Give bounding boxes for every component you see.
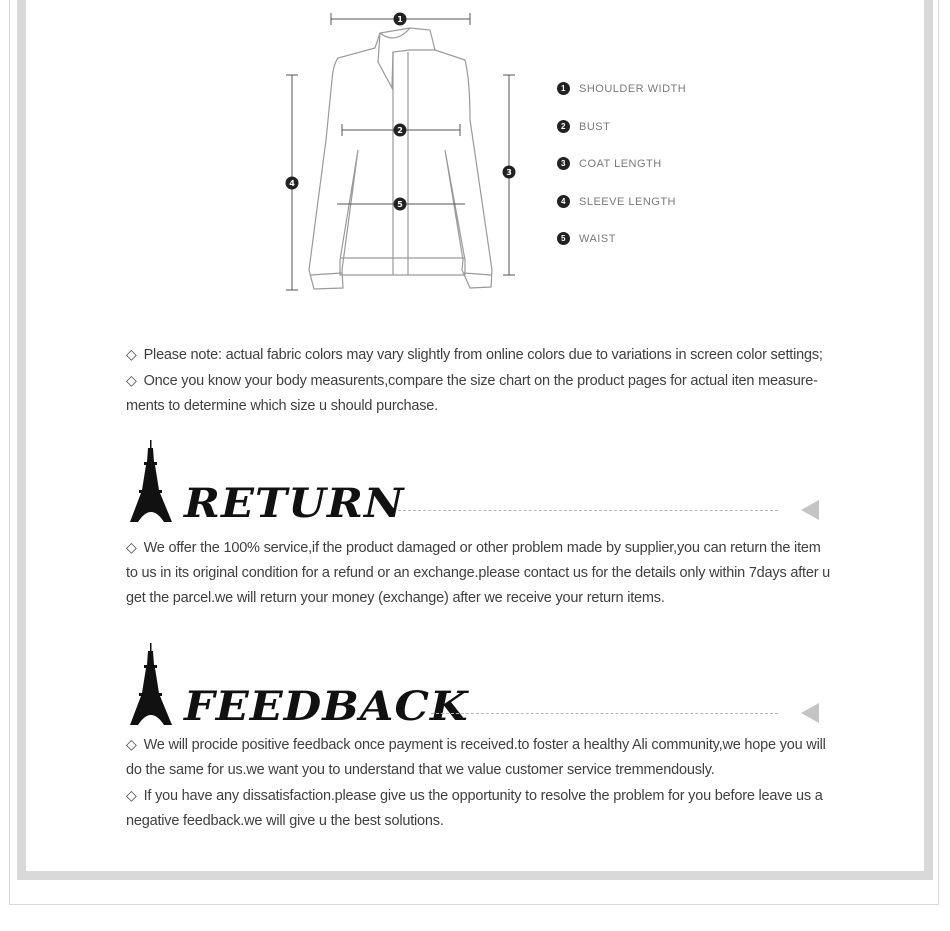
divider-line <box>431 713 778 714</box>
svg-text:1: 1 <box>397 15 403 24</box>
number-badge: 4 <box>557 195 570 208</box>
feedback-header <box>128 643 828 730</box>
return-header <box>128 440 828 527</box>
note-paragraph <box>126 368 836 419</box>
legend-item-shoulder-width <box>557 82 686 95</box>
triangle-left-icon <box>801 500 819 520</box>
legend-item-waist <box>557 232 616 245</box>
eiffel-tower-icon <box>128 440 174 524</box>
size-notes <box>126 342 836 419</box>
legend-label: WAIST <box>579 232 616 245</box>
number-badge: 2 <box>557 120 570 133</box>
feedback-paragraph <box>126 783 836 834</box>
feedback-text: We will procide positive feedback once payment is received.to foster a healthy Ali community,we hope you will do the same for us.we want you to understand that we value customer service tremmendously. <box>126 737 826 778</box>
legend-label: COAT LENGTH <box>579 157 662 170</box>
triangle-left-icon <box>801 703 819 723</box>
number-badge: 5 <box>557 232 570 245</box>
return-title: RETURN <box>184 480 405 527</box>
diamond-icon: ◇ <box>126 787 137 803</box>
return-policy <box>126 535 836 611</box>
feedback-policy <box>126 732 836 834</box>
feedback-title: FEEDBACK <box>184 683 469 730</box>
eiffel-tower-icon <box>128 643 174 727</box>
number-badge: 3 <box>557 157 570 170</box>
jacket-size-diagram <box>280 0 710 305</box>
legend-label: BUST <box>579 120 611 133</box>
diamond-icon: ◇ <box>126 372 137 388</box>
divider-line <box>398 510 778 511</box>
legend-item-sleeve-length <box>557 195 676 208</box>
legend-item-coat-length <box>557 157 662 170</box>
return-text: We offer the 100% service,if the product damaged or other problem made by supplier,you can return the item to us in its original condition for a refund or an exchange.please contact us for the details only within 7days after u get the parcel.we will return your money (exchange) after we receive your return items. <box>126 540 831 606</box>
legend-label: SHOULDER WIDTH <box>579 82 687 95</box>
number-badge: 1 <box>557 82 570 95</box>
feedback-text: If you have any dissatisfaction.please give us the opportunity to resolve the problem for you before leave us a negative feedback.we will give u the best solutions. <box>126 788 823 829</box>
diamond-icon: ◇ <box>126 539 137 555</box>
diamond-icon: ◇ <box>126 346 137 362</box>
note-text: Please note: actual fabric colors may vary slightly from online colors due to variations in screen color settings; <box>143 347 823 363</box>
note-text: Once you know your body measurents,compare the size chart on the product pages for actual iten measure-ments to determine which size u should purchase. <box>126 373 818 414</box>
legend-item-bust <box>557 120 610 133</box>
feedback-paragraph <box>126 732 836 783</box>
diamond-icon: ◇ <box>126 736 137 752</box>
svg-text:5: 5 <box>397 200 403 209</box>
svg-text:3: 3 <box>506 168 512 177</box>
note-paragraph <box>126 342 836 368</box>
return-paragraph <box>126 535 836 611</box>
jacket-illustration <box>280 0 710 305</box>
legend-label: SLEEVE LENGTH <box>579 195 676 208</box>
svg-text:2: 2 <box>397 126 403 135</box>
svg-text:4: 4 <box>289 179 295 188</box>
